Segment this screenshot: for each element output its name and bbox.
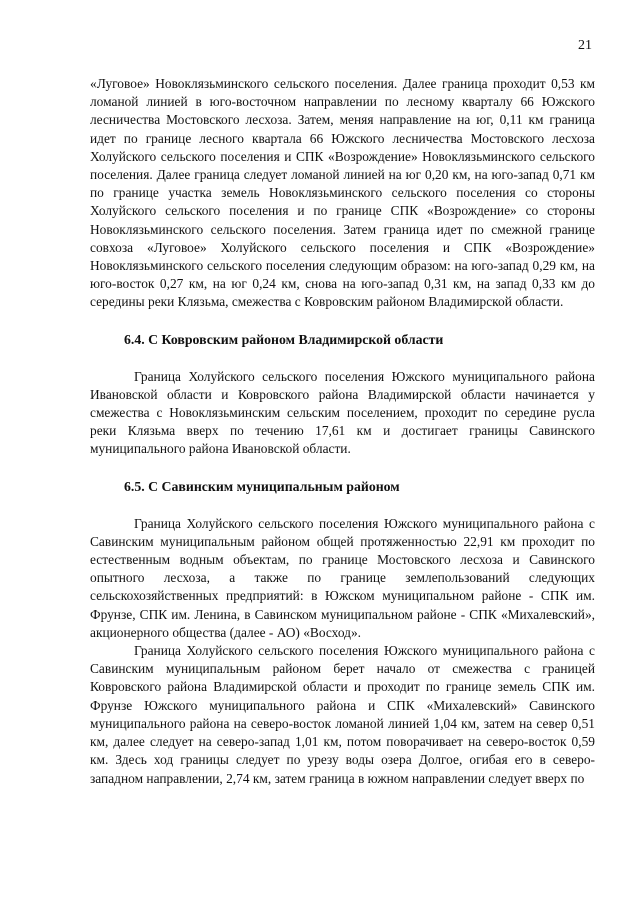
section-heading-kovrov: 6.4. С Ковровским районом Владимирской области [124, 331, 444, 347]
paragraph-savino-route: Граница Холуйского сельского поселения Южского муниципального района с Савинским муниципальным районом берет начало от смежества с границей Ковровского района Владимирской области и проходит по границе земель СПК им. Фрунзе Южского муниципального района и СПК «Михалевский» Савинского муниципального района на северо-восток ломаной линией 1,04 км, затем на север 0,51 км, далее следует на северо-запад 1,01 км, потом поворачивает на северо-восток 0,59 км. Здесь ход границы следует по урезу воды озера Долгое, огибая его в северо-западном направлении, 2,74 км, затем граница в южном направлении следует вверх по [90, 643, 595, 786]
paragraph-kovrov-boundary: Граница Холуйского сельского поселения Южского муниципального района Ивановской области и Ковровского района Владимирской области начинается у смежества с Новоклязьминским сельским поселением, проходит по середине русла реки Клязьма вверх по течению 17,61 км и достигает границы Савинского муниципального района Ивановской области. [90, 368, 595, 457]
page-number: 21 [578, 38, 592, 53]
section-heading-savino: 6.5. С Савинским муниципальным районом [124, 478, 400, 494]
page-content [90, 75, 595, 788]
paragraph-savino-overview: Граница Холуйского сельского поселения Южского муниципального района с Савинским муниципальным районом общей протяженностью 22,91 км проходит по естественным водным объектам, по границе Мостовского лесхоза и Савинского опытного лесхоза, а также по границе землепользований следующих сельскохозяйственных предприятий: в Южском муниципальном районе - СПК им. Фрунзе, СПК им. Ленина, в Савинском муниципальном районе - СПК «Михалевский», акционерного общества (далее - АО) «Восход». [90, 515, 595, 640]
paragraph-continued: «Луговое» Новоклязьминского сельского поселения. Далее граница проходит 0,53 км ломаной линией в юго-восточном направлении по лесному кварталу 66 Южского лесничества Мостовского лесхоза. Затем, меняя направление на юг, 0,11 км граница идет по границе лесного квартала 66 Южского лесничества Мостовского лесхоза Холуйского сельского поселения и СПК «Возрождение» Новоклязьминского сельского поселения. Далее граница следует ломаной линией на юг 0,20 км, на юго-запад 0,71 км по границе участка земель Новоклязьминского сельского поселения со стороны Холуйского сельского поселения и по границе СПК «Возрождение» со стороны Новоклязьминского сельского поселения. Затем граница идет по смежной границе совхоза «Луговое» Холуйского сельского поселения и СПК «Возрождение» Новоклязьминского сельского поселения следующим образом: на юго-запад 0,29 км, на юго-восток 0,27 км, на юг 0,24 км, снова на юго-запад 0,31 км, на запад 0,33 км до середины реки Клязьма, смежества с Ковровским районом Владимирской области. [90, 76, 595, 310]
